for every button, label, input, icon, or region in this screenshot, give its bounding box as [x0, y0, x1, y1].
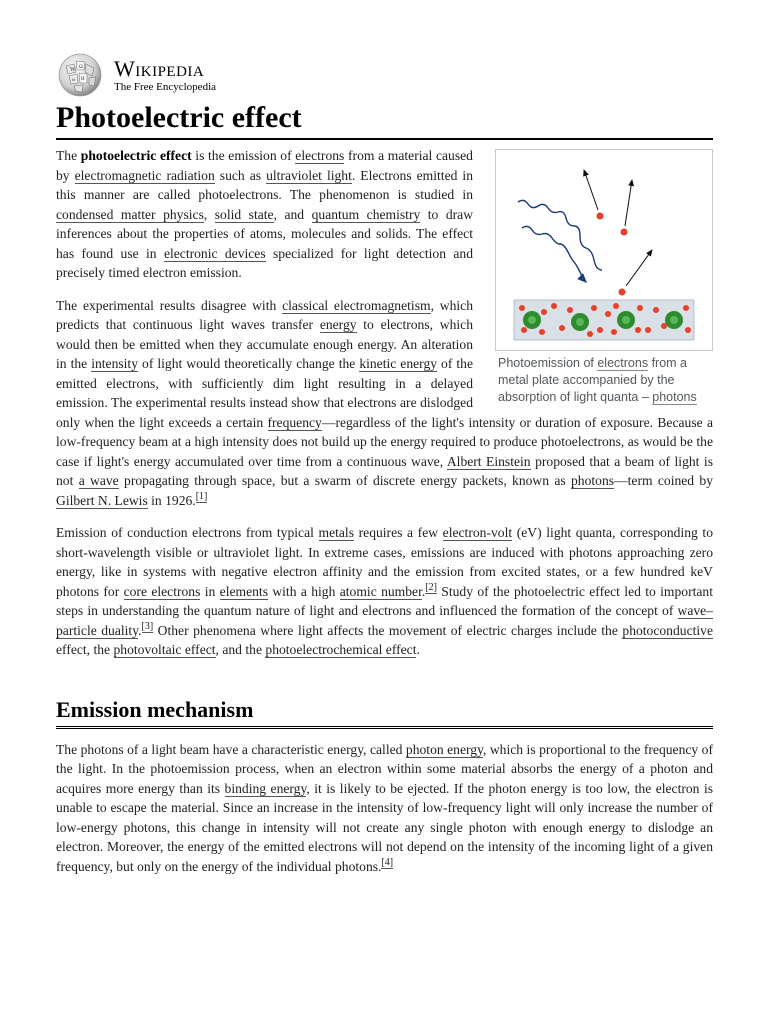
text: propagating through space, but a swarm of discrete energy packets, known as	[118, 473, 571, 488]
wordmark-tagline: The Free Encyclopedia	[114, 80, 217, 93]
text: Emission of conduction electrons from typical	[56, 525, 319, 540]
text: with a high	[268, 583, 340, 599]
link-wave-particle-duality[interactable]: wave–particle duality	[56, 603, 713, 638]
wordmark-text: Wikipedia	[114, 55, 205, 81]
link-photoelectrochemical-effect[interactable]: photoelectrochemical effect	[265, 642, 417, 657]
text: from a material caused by	[56, 148, 473, 183]
text: .	[416, 642, 420, 657]
link-metals[interactable]: metals	[318, 525, 355, 540]
text: .	[421, 583, 426, 599]
link-core-electrons[interactable]: core electrons	[123, 583, 201, 599]
photon-wave-1	[518, 200, 602, 270]
link-condensed-matter-physics[interactable]: condensed matter physics	[56, 206, 204, 222]
caption-link-photons[interactable]: photons	[652, 390, 697, 404]
link-classical-electromagnetism[interactable]: classical electromagnetism	[282, 297, 431, 313]
site-header	[56, 50, 713, 100]
link-gilbert-n-lewis[interactable]: Gilbert N. Lewis	[56, 492, 148, 508]
text: The experimental results disagree with	[56, 297, 283, 313]
link-photon-energy[interactable]: photon energy	[405, 741, 483, 757]
link-ultraviolet-light[interactable]: ultraviolet light	[266, 167, 352, 183]
caption-link-electrons[interactable]: electrons	[597, 356, 649, 370]
link-elements[interactable]: elements	[219, 583, 268, 599]
paragraph-4	[56, 740, 713, 877]
link-intensity[interactable]: intensity	[91, 356, 139, 371]
paragraph-3	[56, 523, 713, 660]
link-electronic-devices[interactable]: electronic devices	[163, 245, 266, 261]
caption-text: Photoemission of	[498, 356, 598, 370]
citation-4[interactable]: [4]	[381, 856, 394, 868]
link-quantum-chemistry[interactable]: quantum chemistry	[311, 206, 421, 222]
citation-3[interactable]: [3]	[141, 620, 154, 632]
section-heading-emission-mechanism: Emission mechanism	[56, 696, 713, 729]
link-photoconductive[interactable]: photoconductive	[622, 622, 713, 638]
text: to draw inferences about the properties of atoms, molecules and solids. The effect has found use in	[56, 206, 474, 261]
text: The	[56, 148, 81, 163]
text: of the emitted electrons, with sufficiently dim light resulting in a delayed emission. The experimental results instead show that electrons are dislodged only when the light exceeds a certain	[56, 356, 473, 430]
text: effect, the	[56, 642, 114, 657]
citation-1[interactable]: [1]	[195, 490, 208, 502]
link-photovoltaic-effect[interactable]: photovoltaic effect	[113, 642, 216, 657]
text: Other phenomena where light affects the movement of electric charges include the	[153, 622, 623, 638]
link-electron-volt[interactable]: electron-volt	[442, 525, 513, 540]
link-frequency[interactable]: frequency	[267, 414, 322, 430]
text: requires a few	[354, 525, 443, 540]
wikipedia-wordmark[interactable]	[114, 55, 217, 93]
article-page	[56, 50, 713, 876]
text: in	[200, 583, 220, 599]
link-electromagnetic-radiation[interactable]: electromagnetic radiation	[74, 167, 215, 183]
text: —term coined by	[614, 473, 713, 488]
page-title: Photoelectric effect	[56, 100, 713, 140]
text: such as	[214, 167, 267, 183]
ejected-electrons	[584, 170, 652, 296]
text: , and	[273, 206, 312, 222]
link-solid-state[interactable]: solid state	[214, 206, 274, 222]
text: . Electrons emitted in this manner are called photoelectrons. The phenomenon is studied in	[56, 167, 473, 202]
text: The photons of a light beam have a characteristic energy, called	[56, 741, 406, 757]
svg-text:И: И	[81, 77, 85, 82]
text: proposed that a beam of light is not	[56, 453, 713, 488]
text: —regardless of the light's intensity or duration of exposure. Because a low-frequency beam at a high intensity does not build up the energy required to produce photoelectrons, as would be the case if light's energy accumulated over time from a continuous wave,	[56, 414, 714, 469]
text: specialized for light detection and precisely timed electron emission.	[56, 245, 473, 280]
text: , which predicts that continuous light waves transfer	[56, 297, 473, 332]
photon-wave-2	[522, 226, 586, 282]
link-atomic-number[interactable]: atomic number	[339, 583, 422, 599]
caption-text: from a metal plate accompanied by the absorption of light quanta –	[498, 356, 687, 404]
link-energy[interactable]: energy	[319, 317, 357, 332]
infobox-figure	[495, 149, 713, 406]
text: Study of the photoelectric effect led to important steps in understanding the quantum nature of light and electrons and influenced the formation of the concept of	[56, 583, 714, 618]
wikipedia-globe-icon[interactable]	[56, 52, 104, 98]
svg-text:W: W	[70, 67, 76, 73]
text: ,	[203, 206, 215, 222]
bold-term: photoelectric effect	[80, 148, 192, 163]
text: , it is likely to be ejected. If the photon energy is too low, the electron is unable to escape the material. Since an increase in the intensity of low-frequency light will only increase the number of low-energy photons, this change in intensity will not create any single photon with enough energy to dislodge an electron. Moreover, the energy of the emitted electrons will not depend on the intensity of the incoming light of a given frequency, but only on the energy of the individual photons.	[56, 780, 714, 874]
text: in 1926.	[147, 492, 196, 508]
text: .	[138, 622, 142, 638]
link-electrons[interactable]: electrons	[295, 148, 345, 163]
text: to electrons, which would then be emitted when they accumulate enough energy. An alteration in the	[56, 317, 473, 371]
figure-frame	[495, 149, 713, 351]
link-binding-energy[interactable]: binding energy	[224, 780, 307, 796]
link-photons[interactable]: photons	[570, 473, 615, 488]
link-a-wave[interactable]: a wave	[78, 473, 119, 488]
svg-text:ω: ω	[72, 78, 76, 83]
citation-2[interactable]: [2]	[425, 581, 437, 593]
photoemission-illustration[interactable]	[496, 150, 712, 350]
text: is the emission of	[191, 148, 296, 163]
link-albert-einstein[interactable]: Albert Einstein	[446, 453, 531, 469]
link-kinetic-energy[interactable]: kinetic energy	[359, 356, 438, 371]
svg-text:Ω: Ω	[79, 65, 83, 70]
figure-caption	[495, 351, 713, 406]
text: of light would theoretically change the	[138, 356, 360, 371]
text: , which is proportional to the frequency of the light. In the photoemission process, when an electron within some material absorbs the energy of a photon and acquires more energy than its	[56, 741, 714, 796]
text: (eV) light quanta, corresponding to short-wavelength visible or ultraviolet light. In extreme cases, emissions are induced with photons approaching zero energy, like in systems with negative electron affinity and the emission from excited states, or a few hundred keV photons for	[56, 525, 714, 599]
text: , and the	[215, 642, 266, 657]
